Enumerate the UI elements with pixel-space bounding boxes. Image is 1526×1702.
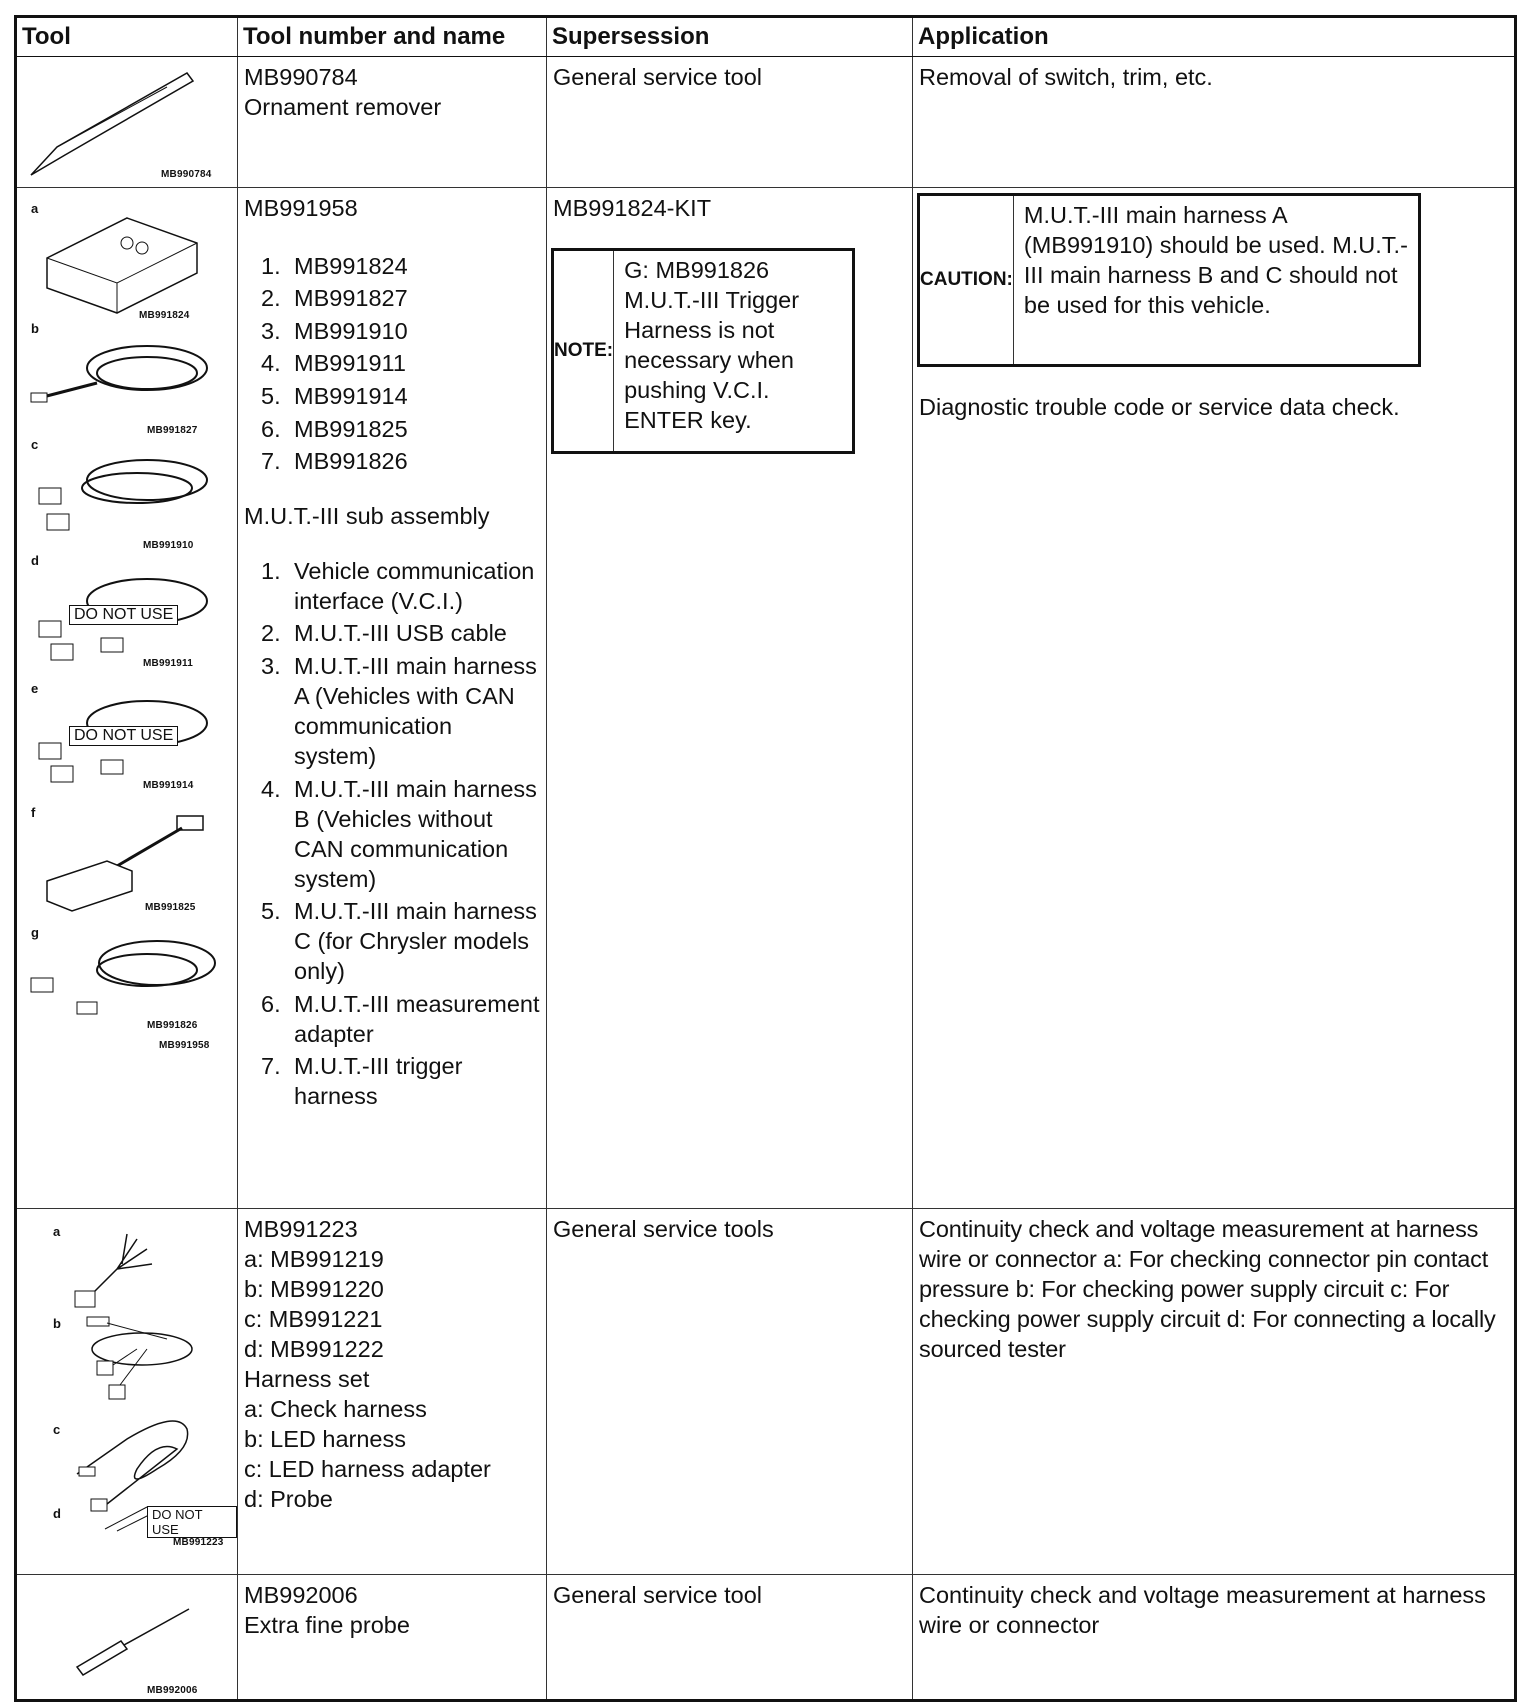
tool-number: MB990784 [244, 64, 358, 90]
extra-fine-probe-illustration [17, 1575, 239, 1701]
application-cell [913, 188, 1516, 1209]
sub-items-list [244, 556, 540, 1112]
list-item: 2. M.U.T.-III USB cable [261, 620, 507, 647]
supersession-value: MB991824-KIT [553, 195, 712, 221]
component-line: c: MB991221 [244, 1306, 383, 1332]
list-item: 2. MB991827 [261, 285, 408, 312]
main-harness-a-illustration [17, 450, 239, 560]
component-line: d: MB991222 [244, 1336, 384, 1362]
image-letter: a [53, 1224, 61, 1239]
tool-number: MB991958 [244, 195, 358, 221]
supersession-cell [547, 188, 913, 1209]
image-letter: b [53, 1316, 61, 1331]
special-tools-table [14, 15, 1517, 1702]
tool-image-cell [16, 57, 238, 188]
tool-number-cell [238, 57, 547, 188]
table-row [16, 188, 1516, 1209]
image-letter: c [31, 437, 39, 452]
header-tool-number: Tool number and name [238, 17, 547, 57]
image-caption: MB991827 [147, 425, 198, 436]
header-tool: Tool [16, 17, 238, 57]
usb-cable-illustration [17, 328, 239, 448]
image-letter: c [53, 1422, 61, 1437]
sub-assembly-title: M.U.T.-III sub assembly [244, 503, 490, 530]
do-not-use-label: DO NOT USE [69, 726, 178, 746]
list-item: 1. MB991824 [261, 252, 408, 279]
application-value: Diagnostic trouble code or service data check. [919, 394, 1400, 420]
note-text: G: MB991826 M.U.T.-III Trigger Harness is not necessary when pushing V.C.I. ENTER key. [624, 257, 800, 433]
list-item: 4. MB991911 [261, 350, 406, 377]
tool-number: MB991223 [244, 1216, 358, 1242]
image-letter: a [31, 201, 39, 216]
application-cell: Removal of switch, trim, etc. [913, 57, 1516, 188]
table-row [16, 57, 1516, 188]
table-row [16, 1575, 1516, 1701]
tool-number: MB992006 [244, 1582, 358, 1608]
image-letter: f [31, 805, 36, 820]
supersession-cell: General service tool [547, 1575, 913, 1701]
application-cell: Continuity check and voltage measurement at harness wire or connector [913, 1575, 1516, 1701]
image-caption: MB991911 [143, 658, 193, 669]
caution-text: M.U.T.-III main harness A (MB991910) should be used. M.U.T.-III main harness B and C should not be used for this vehicle. [1023, 202, 1408, 318]
tool-number-cell [238, 1209, 547, 1575]
list-item: 5. M.U.T.-III main harness C (for Chrysler models only) [261, 898, 537, 985]
do-not-use-label: DO NOT USE [69, 605, 178, 625]
list-item: 7. M.U.T.-III trigger harness [261, 1053, 463, 1110]
tool-number-cell [238, 1575, 547, 1701]
image-caption: MB992006 [147, 1685, 198, 1696]
note-label: NOTE: [554, 251, 614, 451]
component-line: b: LED harness [244, 1426, 406, 1452]
image-caption: MB991958 [159, 1040, 210, 1051]
image-caption: MB991223 [173, 1537, 224, 1548]
list-item: 3. MB991910 [261, 317, 408, 344]
image-caption: MB991914 [143, 780, 194, 791]
tool-image-cell [16, 1209, 238, 1575]
image-letter: d [53, 1506, 61, 1521]
tool-name: Ornament remover [244, 94, 442, 120]
image-letter: d [31, 553, 39, 568]
note-box [551, 248, 855, 454]
image-caption: MB991910 [143, 540, 194, 551]
component-line: a: Check harness [244, 1396, 427, 1422]
ornament-remover-illustration [17, 57, 239, 187]
supersession-cell: General service tool [547, 57, 913, 188]
list-item: 1. Vehicle communication interface (V.C.I.) [261, 557, 535, 614]
image-caption: MB991824 [139, 310, 190, 321]
list-item: 4. M.U.T.-III main harness B (Vehicles without CAN communication system) [261, 775, 537, 892]
component-line: b: MB991220 [244, 1276, 384, 1302]
check-harness-illustration [17, 1219, 239, 1319]
list-item: 5. MB991914 [261, 382, 408, 409]
header-application: Application [913, 17, 1516, 57]
header-row [16, 17, 1516, 57]
vci-illustration [17, 188, 239, 308]
component-line: a: MB991219 [244, 1246, 384, 1272]
image-letter: g [31, 925, 39, 940]
caution-box [917, 193, 1421, 367]
component-line: d: Probe [244, 1486, 333, 1512]
image-caption: MB990784 [161, 169, 212, 180]
header-supersession: Supersession [547, 17, 913, 57]
tool-name: Extra fine probe [244, 1612, 410, 1638]
caution-label: CAUTION: [920, 196, 1014, 364]
tool-name: Harness set [244, 1366, 370, 1392]
list-item: 3. M.U.T.-III main harness A (Vehicles with CAN communication system) [261, 652, 537, 769]
table-row [16, 1209, 1516, 1575]
application-cell: Continuity check and voltage measurement at harness wire or connector a: For checking connector pin contact pressure b: For checking power supply circuit c: For checking power supply circuit d: For connecting a locally sourced tester [913, 1209, 1516, 1575]
trigger-harness-illustration [17, 925, 239, 1038]
list-item: 6. MB991825 [261, 415, 408, 442]
tool-image-cell [16, 188, 238, 1209]
supersession-cell: General service tools [547, 1209, 913, 1575]
kit-items-list [244, 251, 540, 477]
image-letter: b [31, 321, 39, 336]
tool-number-cell [238, 188, 547, 1209]
list-item: 6. M.U.T.-III measurement adapter [261, 990, 540, 1047]
do-not-use-label: DO NOT USE [147, 1506, 237, 1538]
image-letter: e [31, 681, 39, 696]
list-item: 7. MB991826 [261, 448, 408, 475]
tool-image-cell [16, 1575, 238, 1701]
led-harness-illustration [17, 1309, 239, 1409]
measurement-adapter-illustration [17, 806, 239, 916]
image-caption: MB991826 [147, 1020, 198, 1031]
component-line: c: LED harness adapter [244, 1456, 491, 1482]
image-caption: MB991825 [145, 902, 196, 913]
